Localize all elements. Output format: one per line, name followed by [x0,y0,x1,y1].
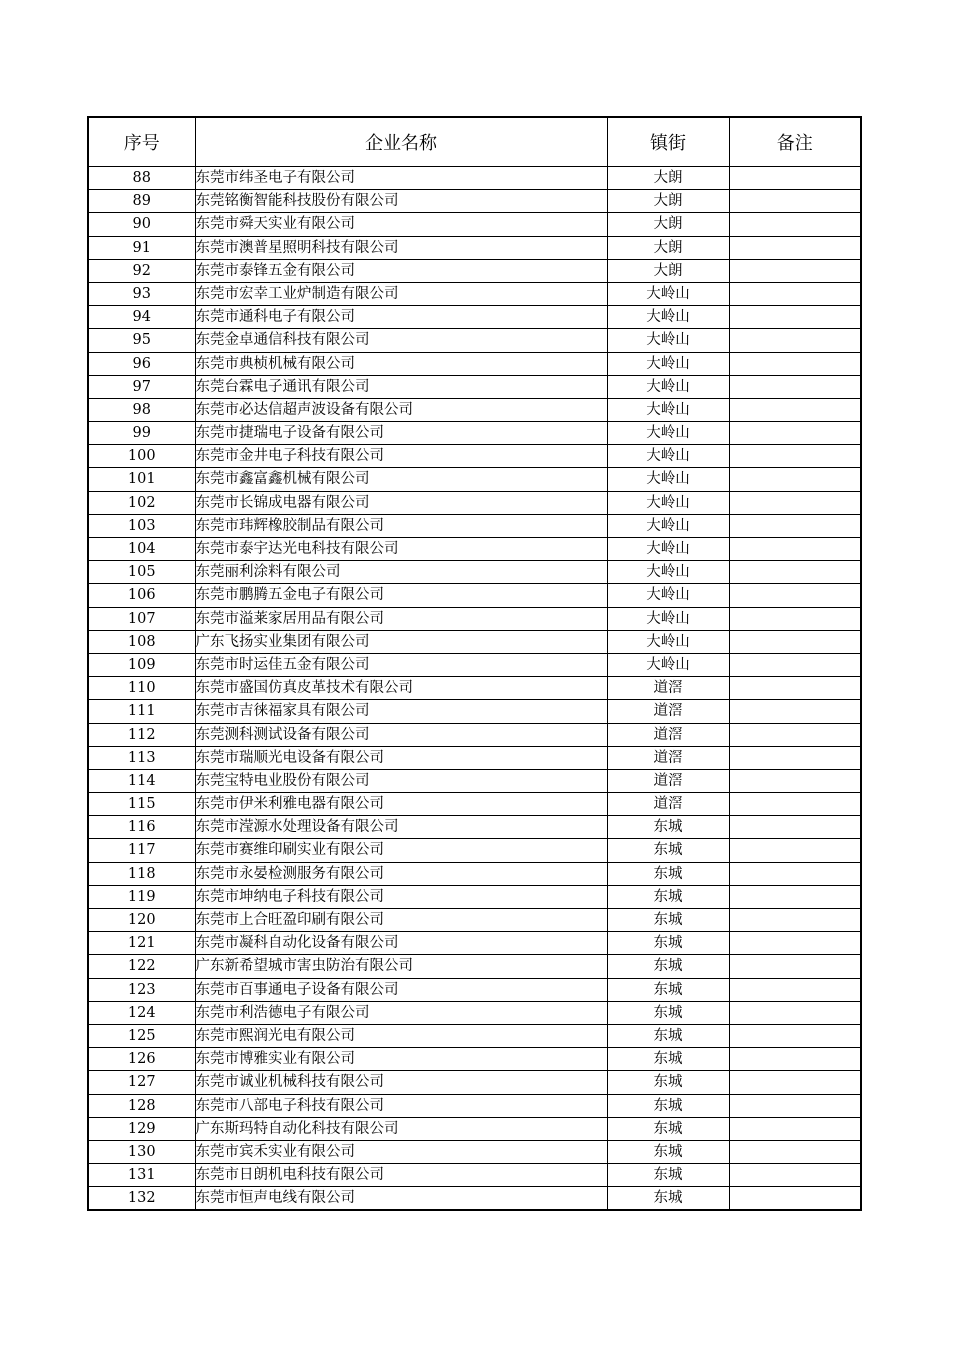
town-name: 东城 [607,1140,729,1163]
row-number: 120 [88,909,195,932]
town-name: 大朗 [607,167,729,190]
town-name: 大岭山 [607,514,729,537]
row-number: 89 [88,190,195,213]
table-row [88,978,861,1001]
company-name: 东莞市鹏腾五金电子有限公司 [195,584,607,607]
remark-cell [729,1094,861,1117]
town-name: 东城 [607,909,729,932]
remark-cell [729,538,861,561]
town-name: 道滘 [607,700,729,723]
row-number: 122 [88,955,195,978]
town-name: 大岭山 [607,352,729,375]
table-row [88,723,861,746]
company-name: 东莞市捷瑞电子设备有限公司 [195,422,607,445]
remark-cell [729,885,861,908]
town-name: 大岭山 [607,398,729,421]
row-number: 121 [88,932,195,955]
remark-cell [729,978,861,1001]
table-row [88,885,861,908]
town-name: 东城 [607,1071,729,1094]
table-row [88,1071,861,1094]
remark-cell [729,190,861,213]
town-name: 东城 [607,1187,729,1211]
town-name: 大岭山 [607,422,729,445]
company-name: 东莞市永晏检测服务有限公司 [195,862,607,885]
row-number: 123 [88,978,195,1001]
remark-cell [729,677,861,700]
remark-cell [729,909,861,932]
company-name: 东莞市舜天实业有限公司 [195,213,607,236]
town-name: 大岭山 [607,445,729,468]
company-name: 广东斯玛特自动化科技有限公司 [195,1117,607,1140]
table-row [88,746,861,769]
table-row [88,1048,861,1071]
remark-cell [729,607,861,630]
remark-cell [729,932,861,955]
table-row [88,932,861,955]
company-name: 东莞市瑞顺光电设备有限公司 [195,746,607,769]
town-name: 道滘 [607,746,729,769]
town-name: 大朗 [607,236,729,259]
table-row [88,1001,861,1024]
header-note: 备注 [729,117,861,167]
company-name: 东莞台霖电子通讯有限公司 [195,375,607,398]
row-number: 119 [88,885,195,908]
town-name: 大岭山 [607,491,729,514]
row-number: 112 [88,723,195,746]
town-name: 大岭山 [607,653,729,676]
row-number: 92 [88,259,195,282]
table-row [88,1094,861,1117]
town-name: 道滘 [607,677,729,700]
row-number: 104 [88,538,195,561]
town-name: 大岭山 [607,630,729,653]
table-row [88,1140,861,1163]
remark-cell [729,1117,861,1140]
remark-cell [729,329,861,352]
remark-cell [729,375,861,398]
row-number: 100 [88,445,195,468]
town-name: 大岭山 [607,584,729,607]
company-name: 东莞市时运佳五金有限公司 [195,653,607,676]
remark-cell [729,584,861,607]
row-number: 102 [88,491,195,514]
company-name: 东莞市八部电子科技有限公司 [195,1094,607,1117]
table-row [88,514,861,537]
header-town: 镇街 [607,117,729,167]
row-number: 128 [88,1094,195,1117]
town-name: 大岭山 [607,329,729,352]
row-number: 113 [88,746,195,769]
remark-cell [729,514,861,537]
header-name: 企业名称 [195,117,607,167]
company-name: 东莞市坤纳电子科技有限公司 [195,885,607,908]
town-name: 东城 [607,955,729,978]
row-number: 105 [88,561,195,584]
town-name: 大朗 [607,190,729,213]
remark-cell [729,213,861,236]
town-name: 东城 [607,862,729,885]
remark-cell [729,630,861,653]
town-name: 东城 [607,1024,729,1047]
row-number: 93 [88,282,195,305]
company-name: 东莞市澳普星照明科技有限公司 [195,236,607,259]
town-name: 道滘 [607,769,729,792]
town-name: 东城 [607,1164,729,1187]
row-number: 98 [88,398,195,421]
remark-cell [729,769,861,792]
remark-cell [729,862,861,885]
town-name: 大岭山 [607,607,729,630]
row-number: 129 [88,1117,195,1140]
row-number: 116 [88,816,195,839]
row-number: 109 [88,653,195,676]
town-name: 道滘 [607,723,729,746]
remark-cell [729,723,861,746]
town-name: 道滘 [607,793,729,816]
remark-cell [729,1140,861,1163]
table-header [88,117,861,167]
town-name: 东城 [607,1094,729,1117]
table-row [88,167,861,190]
table-row [88,329,861,352]
table-row [88,561,861,584]
table-row [88,677,861,700]
row-number: 96 [88,352,195,375]
table-row [88,1164,861,1187]
table-row [88,236,861,259]
table-row [88,398,861,421]
remark-cell [729,793,861,816]
remark-cell [729,306,861,329]
table-row [88,1117,861,1140]
table-row [88,468,861,491]
table-row [88,793,861,816]
header-row [88,117,861,167]
company-name: 东莞市宏幸工业炉制造有限公司 [195,282,607,305]
company-name: 东莞市金井电子科技有限公司 [195,445,607,468]
table-row [88,1024,861,1047]
remark-cell [729,282,861,305]
remark-cell [729,653,861,676]
town-name: 大岭山 [607,306,729,329]
row-number: 108 [88,630,195,653]
table-row [88,491,861,514]
town-name: 东城 [607,932,729,955]
row-number: 103 [88,514,195,537]
row-number: 132 [88,1187,195,1211]
table-row [88,445,861,468]
table-row [88,306,861,329]
town-name: 东城 [607,839,729,862]
town-name: 大岭山 [607,538,729,561]
company-name: 东莞市通科电子有限公司 [195,306,607,329]
remark-cell [729,445,861,468]
company-name: 东莞市赛维印刷实业有限公司 [195,839,607,862]
company-name: 东莞市泰锋五金有限公司 [195,259,607,282]
table-row [88,909,861,932]
table-row [88,213,861,236]
header-no: 序号 [88,117,195,167]
company-name: 东莞市泰宇达光电科技有限公司 [195,538,607,561]
company-name: 东莞市长锦成电器有限公司 [195,491,607,514]
town-name: 东城 [607,1048,729,1071]
row-number: 88 [88,167,195,190]
table-row [88,422,861,445]
remark-cell [729,1001,861,1024]
company-name: 东莞市必达信超声波设备有限公司 [195,398,607,421]
company-name: 东莞丽利涂料有限公司 [195,561,607,584]
row-number: 124 [88,1001,195,1024]
row-number: 91 [88,236,195,259]
table-row [88,769,861,792]
remark-cell [729,700,861,723]
row-number: 110 [88,677,195,700]
company-name: 东莞市博雅实业有限公司 [195,1048,607,1071]
remark-cell [729,422,861,445]
row-number: 107 [88,607,195,630]
company-name: 东莞市上合旺盈印刷有限公司 [195,909,607,932]
table-row [88,375,861,398]
town-name: 大岭山 [607,282,729,305]
company-name: 东莞市伊米利雅电器有限公司 [195,793,607,816]
remark-cell [729,468,861,491]
table-row [88,700,861,723]
row-number: 117 [88,839,195,862]
company-name: 东莞市日朗机电科技有限公司 [195,1164,607,1187]
town-name: 东城 [607,885,729,908]
town-name: 大岭山 [607,468,729,491]
table-row [88,1187,861,1211]
row-number: 111 [88,700,195,723]
remark-cell [729,1048,861,1071]
town-name: 东城 [607,816,729,839]
row-number: 125 [88,1024,195,1047]
town-name: 东城 [607,1117,729,1140]
row-number: 118 [88,862,195,885]
remark-cell [729,816,861,839]
remark-cell [729,491,861,514]
company-name: 东莞市熙润光电有限公司 [195,1024,607,1047]
company-name: 东莞市宾禾实业有限公司 [195,1140,607,1163]
remark-cell [729,955,861,978]
company-name: 东莞市百事通电子设备有限公司 [195,978,607,1001]
company-name: 东莞市溢莱家居用品有限公司 [195,607,607,630]
row-number: 106 [88,584,195,607]
company-name: 东莞铭衡智能科技股份有限公司 [195,190,607,213]
row-number: 101 [88,468,195,491]
row-number: 126 [88,1048,195,1071]
company-name: 东莞市利浩德电子有限公司 [195,1001,607,1024]
company-name: 东莞宝特电业股份有限公司 [195,769,607,792]
remark-cell [729,746,861,769]
company-name: 东莞市吉徕福家具有限公司 [195,700,607,723]
table-row [88,352,861,375]
remark-cell [729,352,861,375]
table-row [88,839,861,862]
company-name: 广东飞扬实业集团有限公司 [195,630,607,653]
table-body [88,167,861,1211]
remark-cell [729,1071,861,1094]
row-number: 97 [88,375,195,398]
company-name: 东莞市滢源水处理设备有限公司 [195,816,607,839]
company-table [87,116,862,1211]
table-row [88,816,861,839]
table-row [88,653,861,676]
row-number: 90 [88,213,195,236]
company-name: 东莞测科测试设备有限公司 [195,723,607,746]
table-row [88,282,861,305]
table-row [88,538,861,561]
remark-cell [729,1187,861,1211]
row-number: 131 [88,1164,195,1187]
company-name: 东莞市鑫富鑫机械有限公司 [195,468,607,491]
company-name: 东莞市典桢机械有限公司 [195,352,607,375]
company-name: 东莞市玮辉橡胶制品有限公司 [195,514,607,537]
remark-cell [729,167,861,190]
remark-cell [729,398,861,421]
row-number: 94 [88,306,195,329]
remark-cell [729,259,861,282]
town-name: 大朗 [607,259,729,282]
table-row [88,607,861,630]
town-name: 大岭山 [607,375,729,398]
remark-cell [729,1024,861,1047]
remark-cell [729,1164,861,1187]
row-number: 127 [88,1071,195,1094]
remark-cell [729,839,861,862]
row-number: 95 [88,329,195,352]
remark-cell [729,236,861,259]
row-number: 114 [88,769,195,792]
remark-cell [729,561,861,584]
town-name: 东城 [607,978,729,1001]
company-name: 广东新希望城市害虫防治有限公司 [195,955,607,978]
row-number: 99 [88,422,195,445]
company-name: 东莞金卓通信科技有限公司 [195,329,607,352]
company-name: 东莞市纬圣电子有限公司 [195,167,607,190]
town-name: 东城 [607,1001,729,1024]
company-name: 东莞市恒声电线有限公司 [195,1187,607,1211]
company-name: 东莞市盛国仿真皮革技术有限公司 [195,677,607,700]
company-name: 东莞市诚业机械科技有限公司 [195,1071,607,1094]
table-row [88,955,861,978]
table-row [88,190,861,213]
table-row [88,630,861,653]
table-row [88,584,861,607]
table-row [88,259,861,282]
town-name: 大岭山 [607,561,729,584]
company-name: 东莞市凝科自动化设备有限公司 [195,932,607,955]
row-number: 130 [88,1140,195,1163]
town-name: 大朗 [607,213,729,236]
row-number: 115 [88,793,195,816]
table-row [88,862,861,885]
